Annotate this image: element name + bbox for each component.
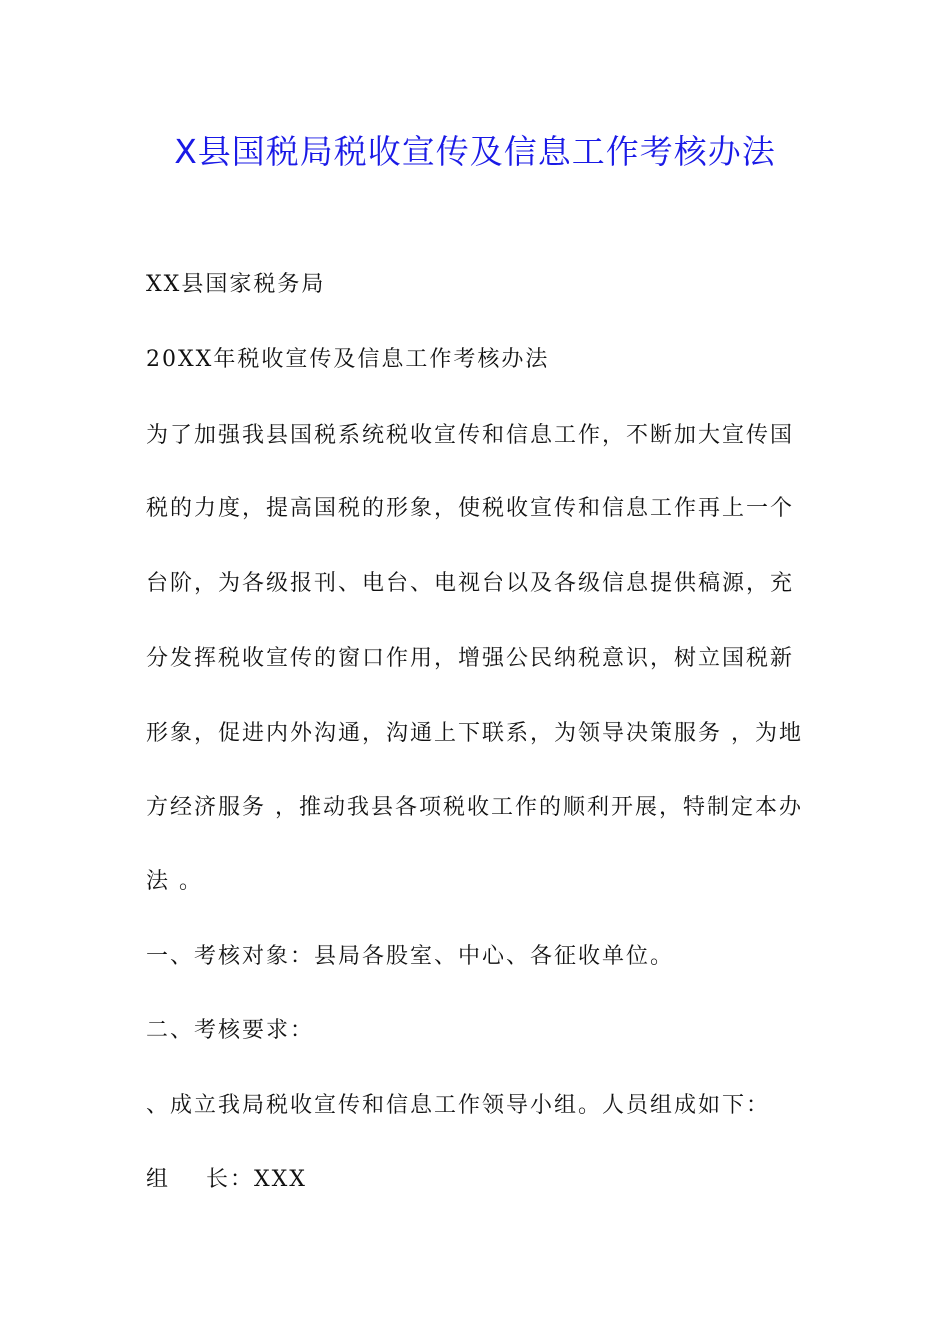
section-one-line: 一、考核对象：县局各股室、中心、各征收单位。 bbox=[146, 944, 675, 969]
group-setup-line: 、成立我局税收宣传和信息工作领导小组。人员组成如下： bbox=[146, 1093, 771, 1118]
paragraph-line-5: 形象，促进内外沟通，沟通上下联系，为领导决策服务 ，为地 bbox=[146, 721, 803, 746]
issuer-line: XX县国家税务局 bbox=[146, 272, 326, 297]
paragraph-line-6: 方经济服务 ，推动我县各项税收工作的顺利开展，特制定本办 bbox=[146, 795, 803, 820]
paragraph-line-2: 税的力度，提高国税的形象，使税收宣传和信息工作再上一个 bbox=[146, 496, 795, 521]
document-title: X县国税局税收宣传及信息工作考核办法 bbox=[174, 132, 776, 171]
subtitle-line: 20XX年税收宣传及信息工作考核办法 bbox=[146, 347, 550, 372]
paragraph-line-3: 台阶，为各级报刊、电台、电视台以及各级信息提供稿源，充 bbox=[146, 571, 795, 596]
paragraph-line-7: 法 。 bbox=[146, 869, 203, 894]
section-two-heading: 二、考核要求： bbox=[146, 1018, 315, 1043]
paragraph-line-1: 为了加强我县国税系统税收宣传和信息工作，不断加大宣传国 bbox=[146, 423, 795, 448]
group-leader-line: 组 长：XXX bbox=[146, 1167, 307, 1192]
paragraph-line-4: 分发挥税收宣传的窗口作用，增强公民纳税意识，树立国税新 bbox=[146, 646, 795, 671]
